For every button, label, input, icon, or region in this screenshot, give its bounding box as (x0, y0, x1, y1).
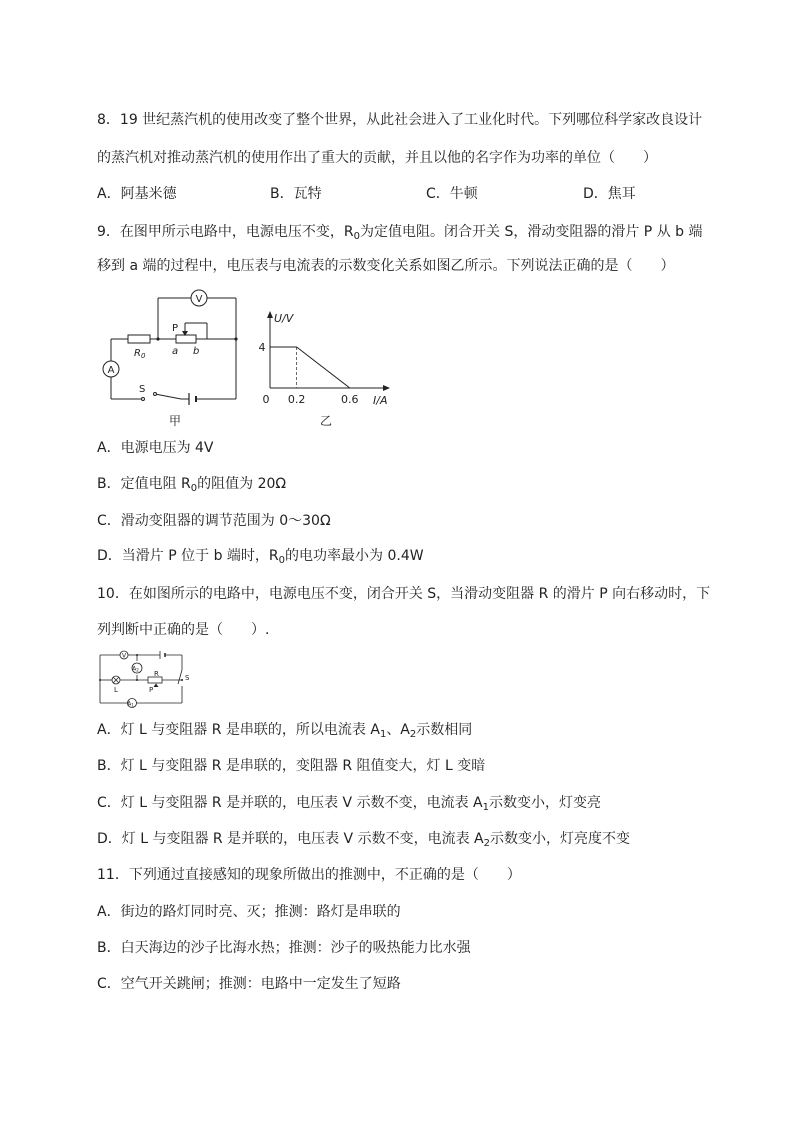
q9-option-b: B．定值电阻 $R_0$的阻值为 20Ω (97, 476, 287, 494)
q9-option-c: C．滑动变阻器的调节范围为 0～30Ω (97, 513, 331, 529)
label-s: S (139, 384, 146, 395)
graph-ylabel: U/V (274, 312, 294, 325)
label-p: P (172, 323, 179, 334)
caption-jia: 甲 (168, 414, 182, 428)
graph-xtick-0.2: 0.2 (287, 393, 306, 406)
q10-option-a: A．灯 L 与变阻器 R 是串联的，所以电流表 $A_1$、$A_2$示数相同 (97, 722, 473, 740)
label-b: b (193, 346, 200, 357)
label-a: a (172, 346, 179, 357)
q10-battery-symbol (160, 651, 165, 659)
graph-origin-label: 0 (262, 393, 270, 406)
q10-option-b: B．灯 L 与变阻器 R 是串联的，变阻器 R 阻值变大，灯 L 变暗 (97, 758, 486, 774)
q9-option-a: A．电源电压为 4V (97, 440, 214, 456)
q8-stem-line2: 的蒸汽机对推动蒸汽机的使用作出了重大的贡献，并且以他的名字作为功率的单位（ ） (97, 150, 657, 166)
svg-text:V: V (121, 652, 127, 660)
q8-option-c: C．牛顿 (426, 186, 478, 202)
q8-option-a: A．阿基米德 (97, 186, 177, 202)
q10-option-d: D．灯 L 与变阻器 R 是并联的，电压表 V 示数不变，电流表 $A_2$示数变小，灯亮度不变 (97, 831, 630, 849)
label-r0: $R_0$ (134, 348, 146, 360)
q10-ammeter-a2-icon (132, 663, 142, 673)
graph-xtick-0.6: 0.6 (341, 393, 359, 406)
q10-lamp-icon (112, 676, 120, 684)
svg-text:A: A (107, 365, 115, 376)
graph-ytick-4: 4 (258, 341, 266, 354)
q9-stem-line1: 9．在图甲所示电路中，电源电压不变，$R_0$为定值电阻。闭合开关 S，滑动变阻器的滑片 P 从 b 端 (97, 224, 703, 242)
svg-text:A2: A2 (132, 665, 139, 673)
q10-label-r: R (154, 670, 159, 678)
svg-text:A1: A1 (127, 700, 134, 708)
svg-text:V: V (195, 294, 203, 305)
q10-option-c: C．灯 L 与变阻器 R 是并联的，电压表 V 示数不变，电流表 $A_1$示数变小，灯变亮 (97, 795, 601, 813)
q10-label-s: S (185, 674, 190, 682)
q10-stem-line1: 10．在如图所示的电路中，电源电压不变，闭合开关 S，当滑动变阻器 R 的滑片 P 向右移动时，下 (97, 586, 711, 602)
q11-stem: 11．下列通过直接感知的现象所做出的推测中，不正确的是（ ） (97, 867, 521, 883)
q8-option-d: D．焦耳 (583, 186, 636, 202)
q10-ammeter-a1-icon (127, 699, 136, 708)
q9-stem-line2: 移到 a 端的过程中，电压表与电流表的示数变化关系如图乙所示。下列说法正确的是（ ） (97, 258, 675, 274)
caption-yi: 乙 (319, 414, 333, 428)
q8-option-b: B．瓦特 (270, 186, 322, 202)
q11-option-b: B．白天海边的沙子比海水热；推测：沙子的吸热能力比水强 (97, 940, 471, 956)
graph-xlabel: I/A (373, 394, 388, 407)
q8-stem-line1: 8．19 世纪蒸汽机的使用改变了整个世界，从此社会进入了工业化时代。下列哪位科学家改良设计 (97, 112, 703, 128)
q10-label-l: L (114, 686, 118, 694)
q10-voltmeter-icon (120, 651, 128, 660)
q11-option-a: A．街边的路灯同时亮、灭；推测：路灯是串联的 (97, 904, 401, 920)
q10-stem-line2: 列判断中正确的是（ ）. (97, 622, 270, 638)
q9-option-d: D．当滑片 P 位于 b 端时，$R_0$的电功率最小为 0.4W (97, 548, 424, 566)
q11-option-c: C．空气开关跳闸；推测：电路中一定发生了短路 (97, 976, 401, 992)
q10-label-p: P (149, 686, 154, 694)
